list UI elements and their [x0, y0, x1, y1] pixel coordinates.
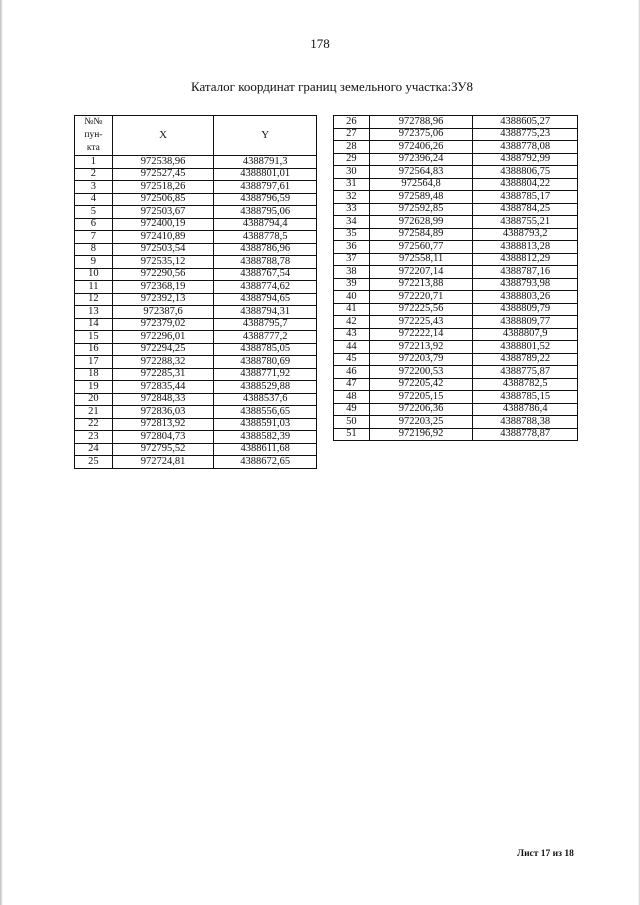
- x-coordinate-cell: 972288,32: [112, 356, 214, 369]
- y-coordinate-cell: 4388785,17: [473, 191, 578, 204]
- y-coordinate-cell: 4388786,4: [473, 403, 578, 416]
- y-coordinate-cell: 4388803,26: [473, 291, 578, 304]
- x-coordinate-cell: 972584,89: [369, 228, 473, 241]
- x-coordinate-cell: 972628,99: [369, 216, 473, 229]
- x-coordinate-cell: 972804,73: [112, 431, 214, 444]
- x-coordinate-cell: 972196,92: [369, 428, 473, 441]
- x-coordinate-cell: 972225,56: [369, 303, 473, 316]
- point-number-cell: 48: [334, 391, 370, 404]
- scan-edge-left: [0, 0, 3, 905]
- point-number-cell: 12: [75, 293, 113, 306]
- point-number-cell: 28: [334, 141, 370, 154]
- x-coordinate-cell: 972213,88: [369, 278, 473, 291]
- y-coordinate-cell: 4388792,99: [473, 153, 578, 166]
- x-coordinate-cell: 972592,85: [369, 203, 473, 216]
- x-coordinate-cell: 972503,67: [112, 206, 214, 219]
- table-row: [334, 428, 578, 441]
- x-coordinate-cell: 972205,15: [369, 391, 473, 404]
- coordinates-table-left: [74, 115, 317, 469]
- table-row: [75, 418, 317, 431]
- table-row: [334, 128, 578, 141]
- point-number-cell: 50: [334, 416, 370, 429]
- y-coordinate-cell: 4388794,31: [214, 306, 317, 319]
- y-coordinate-cell: 4388785,05: [214, 343, 317, 356]
- point-number-cell: 24: [75, 443, 113, 456]
- y-coordinate-cell: 4388771,92: [214, 368, 317, 381]
- x-coordinate-cell: 972503,54: [112, 243, 214, 256]
- x-coordinate-cell: 972294,25: [112, 343, 214, 356]
- table-row: [334, 403, 578, 416]
- table-row: [75, 356, 317, 369]
- y-coordinate-cell: 4388591,03: [214, 418, 317, 431]
- table-row: [75, 331, 317, 344]
- table-row: [75, 431, 317, 444]
- y-coordinate-cell: 4388801,52: [473, 341, 578, 354]
- table-row: [75, 281, 317, 294]
- table-row: [75, 193, 317, 206]
- x-coordinate-cell: 972560,77: [369, 241, 473, 254]
- point-number-cell: 46: [334, 366, 370, 379]
- point-number-cell: 49: [334, 403, 370, 416]
- table-row: [75, 343, 317, 356]
- point-number-cell: 6: [75, 218, 113, 231]
- table-row: [334, 153, 578, 166]
- table-row: [75, 306, 317, 319]
- x-coordinate-cell: 972296,01: [112, 331, 214, 344]
- table-row: [334, 341, 578, 354]
- table-row: [334, 166, 578, 179]
- table-row: [334, 416, 578, 429]
- table-row: [75, 406, 317, 419]
- table-row: [75, 381, 317, 394]
- y-coordinate-cell: 4388529,88: [214, 381, 317, 394]
- y-coordinate-cell: 4388605,27: [473, 116, 578, 129]
- point-number-cell: 25: [75, 456, 113, 469]
- y-coordinate-cell: 4388806,75: [473, 166, 578, 179]
- x-coordinate-cell: 972379,02: [112, 318, 214, 331]
- point-number-cell: 21: [75, 406, 113, 419]
- y-coordinate-cell: 4388796,59: [214, 193, 317, 206]
- y-coordinate-cell: 4388778,5: [214, 231, 317, 244]
- point-number-cell: 15: [75, 331, 113, 344]
- header-point-number-line3: кта: [86, 143, 100, 153]
- table-row: [334, 391, 578, 404]
- y-coordinate-cell: 4388789,22: [473, 353, 578, 366]
- point-number-cell: 4: [75, 193, 113, 206]
- point-number-cell: 7: [75, 231, 113, 244]
- table-row: [334, 266, 578, 279]
- x-coordinate-cell: 972285,31: [112, 368, 214, 381]
- y-coordinate-cell: 4388778,87: [473, 428, 578, 441]
- header-point-number-line1: №№: [84, 117, 103, 127]
- x-coordinate-cell: 972558,11: [369, 253, 473, 266]
- point-number-cell: 30: [334, 166, 370, 179]
- table-row: [334, 291, 578, 304]
- y-coordinate-cell: 4388807,9: [473, 328, 578, 341]
- point-number-cell: 35: [334, 228, 370, 241]
- point-number-cell: 36: [334, 241, 370, 254]
- point-number-cell: 16: [75, 343, 113, 356]
- point-number-cell: 40: [334, 291, 370, 304]
- point-number-cell: 2: [75, 168, 113, 181]
- y-coordinate-cell: 4388767,54: [214, 268, 317, 281]
- table-row: [75, 393, 317, 406]
- point-number-cell: 39: [334, 278, 370, 291]
- coordinates-table-right: [333, 115, 578, 441]
- table-row: [334, 178, 578, 191]
- table-row: [334, 378, 578, 391]
- y-coordinate-cell: 4388794,65: [214, 293, 317, 306]
- x-coordinate-cell: 972836,03: [112, 406, 214, 419]
- y-coordinate-cell: 4388784,25: [473, 203, 578, 216]
- table-row: [75, 218, 317, 231]
- point-number-cell: 37: [334, 253, 370, 266]
- page-number: 178: [310, 36, 330, 51]
- point-number-cell: 43: [334, 328, 370, 341]
- point-number-cell: 26: [334, 116, 370, 129]
- y-coordinate-cell: 4388611,68: [214, 443, 317, 456]
- x-coordinate-cell: 972410,89: [112, 231, 214, 244]
- table-row: [75, 168, 317, 181]
- point-number-cell: 13: [75, 306, 113, 319]
- header-y: Y: [214, 116, 317, 156]
- y-coordinate-cell: 4388778,08: [473, 141, 578, 154]
- x-coordinate-cell: 972203,79: [369, 353, 473, 366]
- table-row: [75, 156, 317, 169]
- table-row: [334, 366, 578, 379]
- table-row: [334, 328, 578, 341]
- y-coordinate-cell: 4388782,5: [473, 378, 578, 391]
- table-row: [75, 268, 317, 281]
- table-row: [334, 303, 578, 316]
- point-number-cell: 11: [75, 281, 113, 294]
- point-number-cell: 23: [75, 431, 113, 444]
- point-number-cell: 29: [334, 153, 370, 166]
- y-coordinate-cell: 4388786,96: [214, 243, 317, 256]
- y-coordinate-cell: 4388793,98: [473, 278, 578, 291]
- point-number-cell: 8: [75, 243, 113, 256]
- point-number-cell: 5: [75, 206, 113, 219]
- point-number-cell: 51: [334, 428, 370, 441]
- y-coordinate-cell: 4388809,77: [473, 316, 578, 329]
- x-coordinate-cell: 972396,24: [369, 153, 473, 166]
- table-row: [334, 228, 578, 241]
- point-number-cell: 47: [334, 378, 370, 391]
- table-row: [75, 456, 317, 469]
- x-coordinate-cell: 972203,25: [369, 416, 473, 429]
- table-row: [75, 206, 317, 219]
- y-coordinate-cell: 4388775,23: [473, 128, 578, 141]
- x-coordinate-cell: 972205,42: [369, 378, 473, 391]
- point-number-cell: 27: [334, 128, 370, 141]
- table-left-body: [75, 156, 317, 469]
- y-coordinate-cell: 4388755,21: [473, 216, 578, 229]
- table-row: [334, 116, 578, 129]
- table-row: [334, 141, 578, 154]
- x-coordinate-cell: 972535,12: [112, 256, 214, 269]
- x-coordinate-cell: 972368,19: [112, 281, 214, 294]
- x-coordinate-cell: 972387,6: [112, 306, 214, 319]
- x-coordinate-cell: 972206,36: [369, 403, 473, 416]
- point-number-cell: 34: [334, 216, 370, 229]
- table-row: [334, 216, 578, 229]
- x-coordinate-cell: 972392,13: [112, 293, 214, 306]
- x-coordinate-cell: 972400,19: [112, 218, 214, 231]
- table-row: [75, 293, 317, 306]
- header-point-number-line2: пун-: [84, 130, 103, 140]
- y-coordinate-cell: 4388791,3: [214, 156, 317, 169]
- y-coordinate-cell: 4388672,65: [214, 456, 317, 469]
- x-coordinate-cell: 972518,26: [112, 181, 214, 194]
- table-row: [75, 318, 317, 331]
- table-row: [334, 253, 578, 266]
- y-coordinate-cell: 4388774,62: [214, 281, 317, 294]
- y-coordinate-cell: 4388777,2: [214, 331, 317, 344]
- table-row: [334, 241, 578, 254]
- point-number-cell: 1: [75, 156, 113, 169]
- y-coordinate-cell: 4388537,6: [214, 393, 317, 406]
- table-right-body: [334, 116, 578, 441]
- point-number-cell: 20: [75, 393, 113, 406]
- point-number-cell: 41: [334, 303, 370, 316]
- y-coordinate-cell: 4388813,28: [473, 241, 578, 254]
- x-coordinate-cell: 972225,43: [369, 316, 473, 329]
- y-coordinate-cell: 4388795,06: [214, 206, 317, 219]
- table-row: [75, 231, 317, 244]
- point-number-cell: 33: [334, 203, 370, 216]
- y-coordinate-cell: 4388801,01: [214, 168, 317, 181]
- point-number-cell: 14: [75, 318, 113, 331]
- y-coordinate-cell: 4388787,16: [473, 266, 578, 279]
- table-row: [334, 353, 578, 366]
- header-point-number: [75, 116, 113, 156]
- x-coordinate-cell: 972406,26: [369, 141, 473, 154]
- table-row: [75, 368, 317, 381]
- y-coordinate-cell: 4388804,22: [473, 178, 578, 191]
- point-number-cell: 31: [334, 178, 370, 191]
- y-coordinate-cell: 4388794,4: [214, 218, 317, 231]
- point-number-cell: 38: [334, 266, 370, 279]
- table-row: [75, 256, 317, 269]
- table-header-row: [75, 116, 317, 156]
- y-coordinate-cell: 4388797,61: [214, 181, 317, 194]
- sheet-footer: Лист 17 из 18: [517, 849, 574, 859]
- x-coordinate-cell: 972506,85: [112, 193, 214, 206]
- point-number-cell: 22: [75, 418, 113, 431]
- table-row: [75, 181, 317, 194]
- y-coordinate-cell: 4388785,15: [473, 391, 578, 404]
- x-coordinate-cell: 972538,96: [112, 156, 214, 169]
- page-title: Каталог координат границ земельного участка:ЗУ8: [190, 79, 473, 94]
- y-coordinate-cell: 4388582,39: [214, 431, 317, 444]
- point-number-cell: 9: [75, 256, 113, 269]
- point-number-cell: 44: [334, 341, 370, 354]
- x-coordinate-cell: 972222,14: [369, 328, 473, 341]
- x-coordinate-cell: 972527,45: [112, 168, 214, 181]
- x-coordinate-cell: 972564,83: [369, 166, 473, 179]
- x-coordinate-cell: 972813,92: [112, 418, 214, 431]
- y-coordinate-cell: 4388788,38: [473, 416, 578, 429]
- x-coordinate-cell: 972788,96: [369, 116, 473, 129]
- x-coordinate-cell: 972290,56: [112, 268, 214, 281]
- y-coordinate-cell: 4388812,29: [473, 253, 578, 266]
- point-number-cell: 19: [75, 381, 113, 394]
- y-coordinate-cell: 4388795,7: [214, 318, 317, 331]
- point-number-cell: 45: [334, 353, 370, 366]
- table-row: [334, 203, 578, 216]
- table-row: [334, 191, 578, 204]
- y-coordinate-cell: 4388793,2: [473, 228, 578, 241]
- x-coordinate-cell: 972207,14: [369, 266, 473, 279]
- x-coordinate-cell: 972848,33: [112, 393, 214, 406]
- y-coordinate-cell: 4388775,87: [473, 366, 578, 379]
- x-coordinate-cell: 972200,53: [369, 366, 473, 379]
- table-row: [75, 243, 317, 256]
- point-number-cell: 18: [75, 368, 113, 381]
- y-coordinate-cell: 4388556,65: [214, 406, 317, 419]
- point-number-cell: 10: [75, 268, 113, 281]
- x-coordinate-cell: 972213,92: [369, 341, 473, 354]
- header-x: X: [112, 116, 214, 156]
- point-number-cell: 17: [75, 356, 113, 369]
- y-coordinate-cell: 4388788,78: [214, 256, 317, 269]
- table-row: [334, 316, 578, 329]
- y-coordinate-cell: 4388780,69: [214, 356, 317, 369]
- x-coordinate-cell: 972589,48: [369, 191, 473, 204]
- point-number-cell: 42: [334, 316, 370, 329]
- y-coordinate-cell: 4388809,79: [473, 303, 578, 316]
- x-coordinate-cell: 972724,81: [112, 456, 214, 469]
- point-number-cell: 32: [334, 191, 370, 204]
- x-coordinate-cell: 972220,71: [369, 291, 473, 304]
- table-row: [75, 443, 317, 456]
- point-number-cell: 3: [75, 181, 113, 194]
- x-coordinate-cell: 972375,06: [369, 128, 473, 141]
- table-row: [334, 278, 578, 291]
- x-coordinate-cell: 972795,52: [112, 443, 214, 456]
- x-coordinate-cell: 972564,8: [369, 178, 473, 191]
- x-coordinate-cell: 972835,44: [112, 381, 214, 394]
